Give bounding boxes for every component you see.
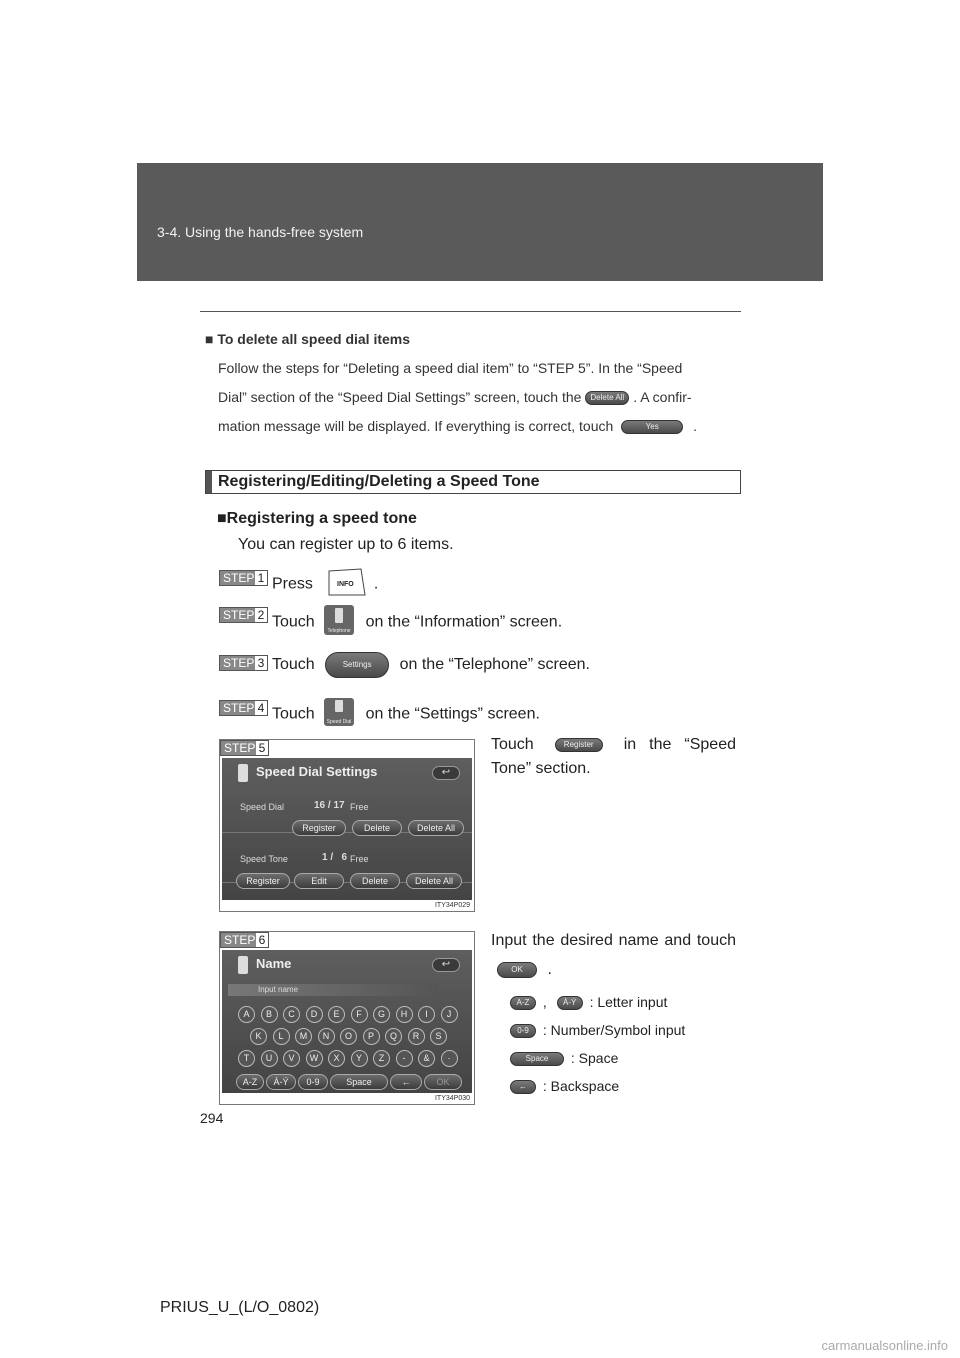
accented-button-icon: À-Ý (557, 996, 583, 1010)
legend-backspace: ← : Backspace (510, 1072, 685, 1100)
speed-tone-free: Free (350, 854, 369, 864)
step-6-screenshot (219, 931, 475, 1105)
section-heading (205, 470, 741, 494)
heading-bar (206, 471, 212, 493)
phone-icon (238, 764, 248, 782)
keyboard-key[interactable]: M (295, 1028, 312, 1045)
keyboard-key[interactable]: O (340, 1028, 357, 1045)
step-6-text: Input the desired name and touch OK . (491, 932, 736, 978)
keyboard-key[interactable]: C (283, 1006, 300, 1023)
delete-all-button[interactable]: Delete All (408, 820, 464, 836)
space-button[interactable]: Space (330, 1074, 388, 1090)
speed-dial-icon (323, 697, 355, 732)
page-number: 294 (200, 1110, 224, 1126)
step-badge: STEP 2 (219, 607, 268, 623)
step-5-screenshot (219, 739, 475, 912)
telephone-icon (323, 604, 355, 641)
letter-input-accented-button[interactable]: À-Ý (266, 1074, 296, 1090)
keyboard-key[interactable]: · (441, 1050, 458, 1067)
speed-dial-count: 16 / 17 (314, 800, 345, 811)
ok-button-icon: OK (497, 962, 537, 978)
back-button[interactable]: ↩ (432, 958, 460, 972)
screen-title: Name (256, 956, 292, 971)
phone-icon (238, 956, 248, 974)
image-code: ITY34P029 (434, 902, 470, 909)
number-button-icon: 0-9 (510, 1024, 536, 1038)
register-button[interactable]: Register (292, 820, 346, 836)
footer-code: PRIUS_U_(L/O_0802) (160, 1299, 320, 1316)
number-symbol-button[interactable]: 0-9 (298, 1074, 328, 1090)
keyboard-key[interactable]: J (441, 1006, 458, 1023)
keyboard-key[interactable]: L (273, 1028, 290, 1045)
note-delete-all (205, 330, 745, 441)
divider (200, 311, 741, 312)
keyboard-key[interactable]: A (238, 1006, 255, 1023)
note-title: ■ To delete all speed dial items (205, 331, 411, 347)
legend-space: Space : Space (510, 1044, 685, 1072)
backspace-arrow-icon: ← (510, 1080, 536, 1094)
note-line-3: mation message will be displayed. If everything is correct, touch Yes . (218, 418, 697, 434)
delete-button[interactable]: Delete (352, 820, 402, 836)
keyboard-key[interactable]: D (306, 1006, 323, 1023)
delete-button[interactable]: Delete (350, 873, 400, 889)
keyboard-key[interactable]: I (418, 1006, 435, 1023)
keyboard-key[interactable]: T (238, 1050, 255, 1067)
section-breadcrumb: 3-4. Using the hands-free system (157, 224, 364, 240)
keyboard-key[interactable]: U (261, 1050, 278, 1067)
delete-all-button-icon: Delete All (585, 391, 629, 405)
space-button-icon: Space (510, 1052, 564, 1066)
keyboard-key[interactable]: & (418, 1050, 435, 1067)
screen-title: Speed Dial Settings (256, 764, 378, 779)
subsection-text: You can register up to 6 items. (238, 536, 454, 553)
name-input[interactable]: Input name (228, 984, 438, 996)
keyboard-key[interactable]: H (396, 1006, 413, 1023)
step-badge: STEP 5 (220, 740, 269, 756)
backspace-button[interactable]: ← (390, 1074, 422, 1090)
keyboard-key[interactable]: B (261, 1006, 278, 1023)
register-button[interactable]: Register (236, 873, 290, 889)
keyboard-key[interactable]: P (363, 1028, 380, 1045)
settings-button-icon: Settings (325, 652, 389, 678)
speed-dial-settings-screen (222, 758, 472, 900)
yes-button-icon: Yes (621, 420, 683, 434)
note-line-1: Follow the steps for “Deleting a speed dial item” to “STEP 5”. In the “Speed (218, 360, 683, 376)
keyboard-key[interactable]: N (318, 1028, 335, 1045)
keyboard-key[interactable]: Q (385, 1028, 402, 1045)
note-line-2: Dial” section of the “Speed Dial Settings” screen, touch the Delete All . A confir- (218, 389, 692, 405)
keyboard-key[interactable]: K (250, 1028, 267, 1045)
keyboard-key[interactable]: S (430, 1028, 447, 1045)
info-button-icon (325, 567, 369, 602)
ok-button[interactable]: OK (424, 1074, 462, 1090)
legend-letter-input: A-Z , À-Ý : Letter input (510, 988, 685, 1016)
subsection-title: ■Registering a speed tone (217, 510, 417, 527)
keyboard-key[interactable]: Z (373, 1050, 390, 1067)
section-title: Registering/Editing/Deleting a Speed Tone (218, 473, 540, 490)
keyboard-key[interactable]: G (373, 1006, 390, 1023)
keyboard-key[interactable]: W (306, 1050, 323, 1067)
legend (510, 988, 685, 1100)
speed-tone-count: 1 / 6 (322, 852, 348, 863)
speed-tone-label: Speed Tone (240, 854, 288, 864)
speed-dial-label: Speed Dial (240, 802, 285, 812)
watermark: carmanualsonline.info (821, 1338, 948, 1353)
keyboard-key[interactable]: E (328, 1006, 345, 1023)
header-band (137, 163, 823, 281)
step-badge: STEP 1 (219, 570, 268, 586)
keyboard-key[interactable]: X (328, 1050, 345, 1067)
register-button-icon: Register (555, 738, 603, 752)
speed-dial-free: Free (350, 802, 369, 812)
image-code: ITY34P030 (434, 1095, 470, 1102)
delete-all-button[interactable]: Delete All (406, 873, 462, 889)
step-5-text: Touch Register in the “Speed Tone” section. (491, 736, 736, 777)
keyboard-key[interactable]: R (408, 1028, 425, 1045)
keyboard-key[interactable]: Y (351, 1050, 368, 1067)
svg-text:Speed Dial: Speed Dial (326, 719, 352, 725)
edit-button[interactable]: Edit (294, 873, 344, 889)
name-input-screen (222, 950, 472, 1093)
legend-number-symbol: 0-9 : Number/Symbol input (510, 1016, 685, 1044)
letter-input-az-button[interactable]: A-Z (236, 1074, 264, 1090)
az-button-icon: A-Z (510, 996, 536, 1010)
step-badge: STEP 6 (220, 932, 269, 948)
step-badge: STEP 3 (219, 655, 268, 671)
keyboard-key[interactable]: F (351, 1006, 368, 1023)
svg-text:Telephone: Telephone (327, 628, 351, 634)
keyboard-key[interactable]: V (283, 1050, 300, 1067)
back-button[interactable]: ↩ (432, 766, 460, 780)
step-badge: STEP 4 (219, 700, 268, 716)
svg-text:INFO: INFO (337, 581, 355, 588)
keyboard-key[interactable]: - (396, 1050, 413, 1067)
